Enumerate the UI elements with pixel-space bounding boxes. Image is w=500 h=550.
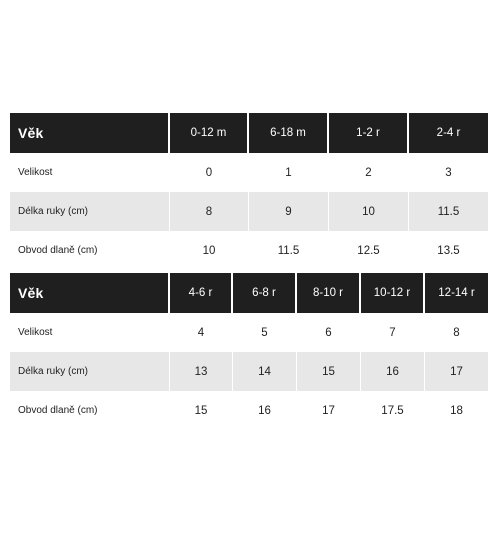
table-cell: 9	[249, 192, 329, 231]
row-label: Velikost	[10, 153, 170, 192]
table-cell: 11.5	[409, 192, 488, 231]
table-row-palm-circumference	[10, 231, 488, 270]
table-cell: 10	[170, 231, 249, 270]
table-row-size	[10, 313, 488, 352]
row-label: Délka ruky (cm)	[10, 192, 170, 231]
table-cell: 10	[329, 192, 409, 231]
table-cell: 14	[233, 352, 297, 391]
table-cell: 17	[297, 391, 361, 430]
age-column-header: 1-2 r	[329, 113, 409, 153]
age-column-header: 2-4 r	[409, 113, 488, 153]
table-cell: 4	[170, 313, 233, 352]
table-cell: 1	[249, 153, 329, 192]
table-cell: 8	[170, 192, 249, 231]
table-cell: 0	[170, 153, 249, 192]
age-column-header: 4-6 r	[170, 273, 233, 313]
table-row-palm-circumference	[10, 391, 488, 430]
row-label: Délka ruky (cm)	[10, 352, 170, 391]
table-header-row	[10, 273, 488, 313]
row-label: Obvod dlaně (cm)	[10, 391, 170, 430]
age-column-header: 10-12 r	[361, 273, 425, 313]
table-cell: 7	[361, 313, 425, 352]
table-cell: 12.5	[329, 231, 409, 270]
table-cell: 2	[329, 153, 409, 192]
age-column-header: 12-14 r	[425, 273, 488, 313]
row-label: Velikost	[10, 313, 170, 352]
table-cell: 13.5	[409, 231, 488, 270]
table-header-row	[10, 113, 488, 153]
table-cell: 11.5	[249, 231, 329, 270]
table-row-size	[10, 153, 488, 192]
age-column-header: 0-12 m	[170, 113, 249, 153]
table-cell: 17.5	[361, 391, 425, 430]
table-cell: 17	[425, 352, 488, 391]
table-cell: 6	[297, 313, 361, 352]
age-column-header: 6-8 r	[233, 273, 297, 313]
age-header-label: Věk	[10, 113, 170, 153]
table-cell: 15	[297, 352, 361, 391]
table-cell: 8	[425, 313, 488, 352]
table-cell: 18	[425, 391, 488, 430]
table-cell: 16	[361, 352, 425, 391]
age-column-header: 6-18 m	[249, 113, 329, 153]
table-row-hand-length	[10, 352, 488, 391]
table-cell: 16	[233, 391, 297, 430]
size-table-child	[10, 273, 488, 430]
table-cell: 15	[170, 391, 233, 430]
table-row-hand-length	[10, 192, 488, 231]
size-table-infant	[10, 113, 488, 270]
table-cell: 3	[409, 153, 488, 192]
age-column-header: 8-10 r	[297, 273, 361, 313]
row-label: Obvod dlaně (cm)	[10, 231, 170, 270]
age-header-label: Věk	[10, 273, 170, 313]
table-cell: 13	[170, 352, 233, 391]
table-cell: 5	[233, 313, 297, 352]
